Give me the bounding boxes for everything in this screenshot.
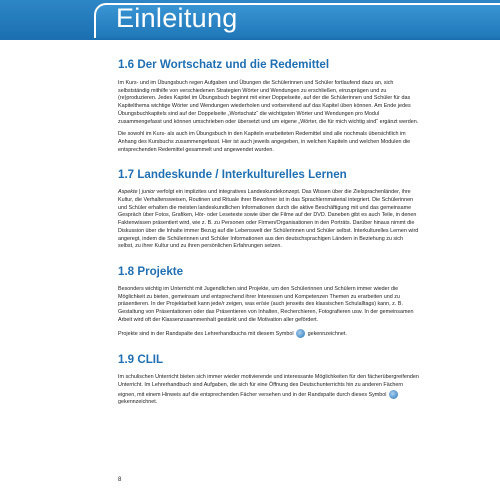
section-heading: 1.7 Landeskunde / Interkulturelles Lernen — [118, 168, 347, 182]
paragraph — [118, 189, 420, 251]
paragraph — [118, 329, 420, 339]
paragraph: Im Kurs- und im Übungsbuch regen Aufgaben und Übungen die Schülerinnen und Schüler fortlaufend dazu an, sich selbstständig mithilfe von verschiedenen Strategien Wörter und Wendungen zu erschließen, einzuprägen und zu (re)produzieren. Jedes Kapitel im Übungsbuch beginnt mit einer Doppelseite, auf der die Schülerinnen und Schüler für das Kapitelthema wichtige Wörter und Wendungen wiederholen und vorbereitend auf das Kapitel üben können. Am Ende jedes Übungsbuchkapitels sind auf der Doppelseite „Wortschatz“ die wichtigsten Wörter und Wendungen pro Modul zusammengefasst und können umschrieben oder übersetzt und um eigene „Wörter, die für mich wichtig sind“ ergänzt werden. — [118, 80, 419, 125]
page-content — [118, 58, 420, 407]
paragraph — [118, 374, 420, 407]
section-projekte — [118, 265, 420, 339]
section-landeskunde — [118, 168, 420, 251]
paragraph-text: Im schulischen Unterricht bieten sich immer wieder motivierende und interessante Möglichkeiten für den fächerübergreifenden Unterricht. Im Lehrerhandbuch sind Aufgaben, die sich für eine Öffnung des Deutschunterrichts hin zu anderen Fächern eignen, mit einem Hinweis auf die entsprechenden Fächer versehen und in der Randspalte durch dieses Symbol — [118, 374, 419, 398]
page-number: 8 — [118, 477, 122, 483]
paragraph-text: gekennzeichnet. — [306, 331, 347, 338]
section-heading: 1.9 CLIL — [118, 353, 164, 367]
chapter-title: Einleitung — [116, 3, 238, 33]
clil-symbol-icon — [389, 390, 398, 399]
section-clil — [118, 353, 420, 407]
section-wortschatz — [118, 58, 420, 154]
section-heading: 1.8 Projekte — [118, 264, 184, 278]
brand-name: Aspekte | junior — [118, 189, 156, 196]
paragraph: Die sowohl im Kurs- als auch im Übungsbuch in den Kapiteln erarbeiteten Redemittel sind alle nochmals übersichtlich im Anhang des Kursbuchs zusammengefasst. Hier ist auch jeweils angegeben, in welchen Kapiteln und welchen Modulen die entsprechenden Redemittel gesammelt und angewendet wurden. — [118, 131, 411, 153]
section-heading: 1.6 Der Wortschatz und die Redemittel — [118, 58, 330, 71]
paragraph-text: gekennzeichnet. — [118, 399, 158, 406]
project-symbol-icon — [296, 329, 305, 338]
chapter-banner — [0, 0, 500, 40]
paragraph: Besonders wichtig im Unterricht mit Jugendlichen sind Projekte, um den Schülerinnen und Schülern immer wieder die Möglichkeit zu bieten, gemeinsam und entsprechend ihrer Interessen und Kompetenzen Themen zu erarbeiten und zu präsentieren. In der Projektarbeit kann jede/r zeigen, was er/sie (auch jenseits des klassischen Schulalltags) kann, z. B. Gestaltung von Präsentationen oder das Präsentieren von Inhalten, Recherchieren, Fotografieren usw. In der gemeinsamen Arbeit wird oft der Klassenzusammenhalt gestärkt und die Motivation aller gefördert. — [118, 285, 414, 323]
paragraph-text: Projekte sind in der Randspalte des Lehrerhandbuchs mit diesem Symbol — [118, 331, 296, 338]
paragraph-text: verfolgt ein implizites und integratives Landeskundekonzept. Das Wissen über die Zielsprachenländer, ihre Kultur, die Verhaltensweisen, Routinen und Rituale ihrer Bewohner ist in das Sprachlernmaterial integriert. Die Schülerinnen und Schüler erhalten die meisten landeskundlichen Informationen durch die aktive Beschäftigung mit und das gemeinsame Gespräch über Fotos, Grafiken, Hör- oder Lesetexte sowie über die Filme auf der DVD. Daneben gibt es auch Teile, in denen Faktenwissen präsentiert wird, wie z. B. zu Personen oder Firmen/Organisationen in den Porträts. Darüber hinaus nimmt die Diskussion über die Inhalte immer Bezug auf die Lebenswelt der Schülerinnen und Schüler selbst. Interkulturelles Lernen wird angeregt, indem die Schülerinnen und Schüler Informationen aus den deutschsprachigen Ländern in Beziehung zu sich selbst, zu ihrer Kultur und zu ihren persönlichen Erfahrungen setzen. — [118, 189, 419, 250]
